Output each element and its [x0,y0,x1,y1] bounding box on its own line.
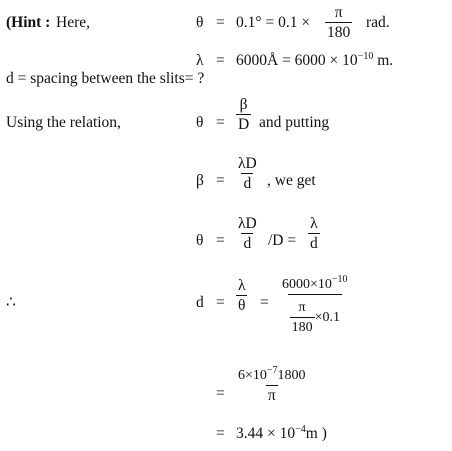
l9-exp: −4 [295,424,306,435]
l4-eq: = [216,114,225,131]
l7-eq: = [216,294,225,311]
l5-fraction [236,155,259,192]
l4-fraction [236,96,251,133]
l7-frac-num: λ [238,277,246,294]
l6-mid: /D = [268,232,297,249]
l4-frac-den: D [238,116,250,133]
l7-inner-fraction [290,299,315,336]
l8-num-exp: −7 [266,365,278,376]
l1-fraction [325,4,352,41]
therefore-symbol: ∴ [6,294,16,311]
l1-frac-num: π [334,4,343,21]
l7-big-num-base: 6000×10 [282,277,332,292]
l6-fraction-2 [308,215,320,252]
l8-fraction [236,367,308,404]
l2-lhs: λ [196,52,204,69]
l1-rhs-a: 0.1° = 0.1 × [236,14,311,31]
l9-tail: m ) [305,425,327,442]
l9-value [236,425,327,443]
l2-val-b: m. [373,52,394,69]
l2-value [236,52,393,70]
l7-big-num [280,276,350,294]
l5-eq: = [216,172,225,189]
l2-val-a: 6000Å = 6000 × 10 [236,52,358,69]
l6-frac2-den: d [310,235,318,252]
l7-lhs: d [196,294,204,311]
l8-num [236,367,308,385]
l8-eq: = [216,385,225,402]
l4-intro: Using the relation, [6,114,121,131]
l4-tail: and putting [259,114,330,131]
l2-eq: = [216,52,225,69]
l9-val: 3.44 × 10 [236,425,296,442]
l8-den: π [267,387,276,404]
l4-lhs: θ [196,114,204,131]
l7-big-den [288,294,342,336]
l5-tail: , we get [267,172,316,189]
l8-num-base: 6×10 [238,368,267,383]
l4-frac-num: β [239,96,248,113]
l6-frac2-num: λ [310,215,318,232]
l1-eq: = [216,14,225,31]
l9-eq: = [216,425,225,442]
l5-lhs: β [196,172,204,189]
l5-frac-den: d [243,175,252,192]
l7-fraction [236,277,248,314]
l6-fraction [236,215,259,252]
l7-eq2: = [260,294,269,311]
l5-frac-num: λD [238,155,257,172]
l7-big-num-exp: −10 [331,274,348,285]
l1-rhs-b: rad. [366,14,390,31]
hint-label: (Hint : [6,14,51,31]
hint-here: Here, [56,14,90,31]
l3-text: d = spacing between the slits= ? [6,70,205,87]
l8-num-tail: 1800 [277,368,306,383]
l7-inner-num: π [298,300,306,315]
l7-inner-tail: ×0.1 [314,310,340,325]
l7-frac-den: θ [238,297,246,314]
l7-big-fraction [280,276,350,336]
l6-frac-den: d [243,235,252,252]
l6-eq: = [216,232,225,249]
l1-lhs: θ [196,14,204,31]
l7-inner-den: 180 [290,317,315,336]
l6-lhs: θ [196,232,204,249]
l2-exp: −10 [357,51,374,62]
l6-frac-num: λD [238,215,257,232]
l1-frac-den: 180 [327,24,351,41]
